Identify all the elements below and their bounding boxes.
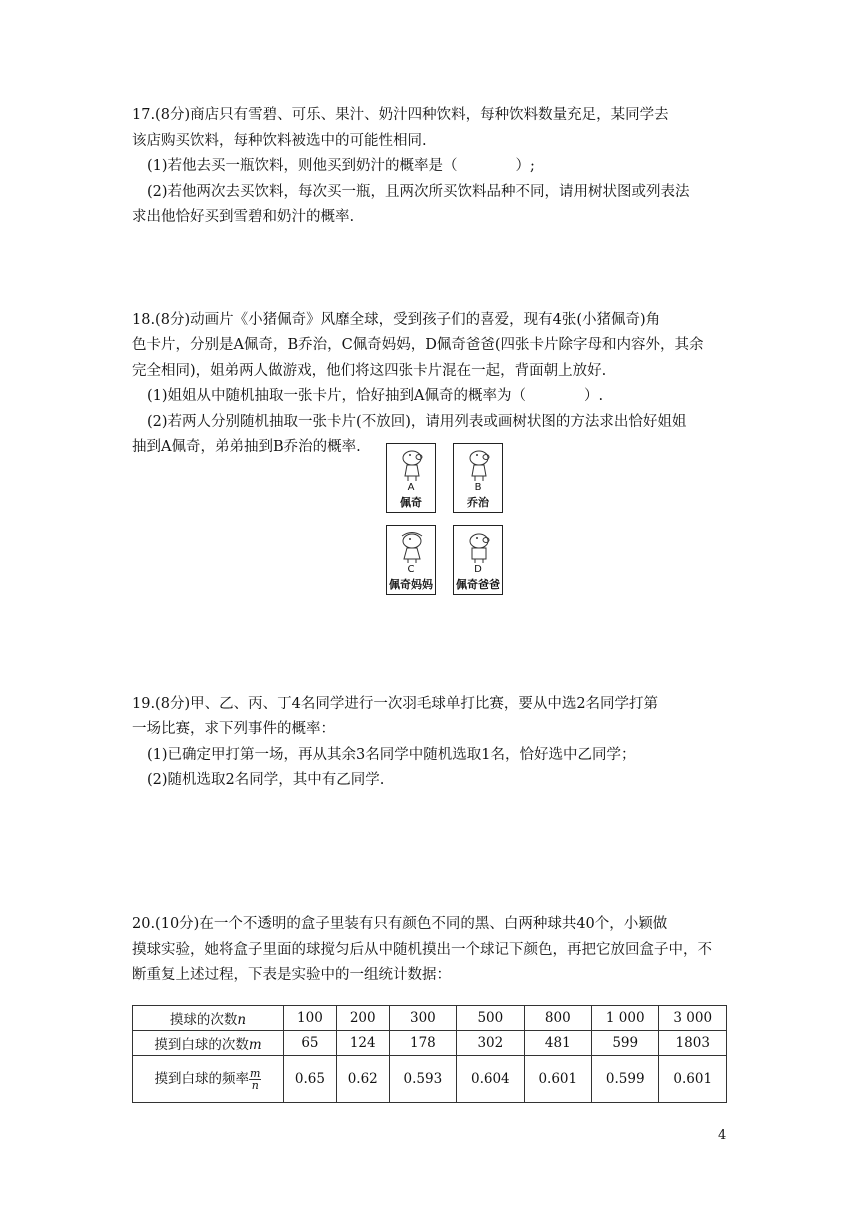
row-header: 摸到白球的次数m: [133, 1031, 284, 1056]
table-cell: 0.601: [524, 1056, 591, 1103]
card-a: [386, 443, 436, 513]
table-cell: 1803: [659, 1031, 727, 1056]
q19-stem-line1: 19.(8分)甲、乙、丙、丁4名同学进行一次羽毛球单打比赛，要从中选2名同学打第: [132, 696, 659, 712]
card-name: 佩奇: [400, 496, 422, 509]
q18-stem-line2: 色卡片，分别是A佩奇，B乔治，C佩奇妈妈，D佩奇爸爸(四张卡片除字母和内容外，其余: [132, 337, 704, 353]
q18-stem-line3: 完全相同)，姐弟两人做游戏，他们将这四张卡片混在一起，背面朝上放好.: [132, 363, 607, 379]
table-cell: 0.65: [284, 1056, 337, 1103]
table-cell: 599: [592, 1031, 659, 1056]
table-cell: 200: [336, 1006, 389, 1031]
card-c: [386, 525, 436, 595]
q17-part2-line2: 求出他恰好买到雪碧和奶汁的概率.: [132, 209, 355, 225]
q20-stem-line3: 断重复上述过程，下表是实验中的一组统计数据：: [132, 967, 451, 983]
table-row: [133, 1056, 727, 1103]
character-cards: [386, 443, 506, 599]
q18-part2-line2: 抽到A佩奇，弟弟抽到B乔治的概率.: [132, 439, 361, 455]
table-cell: 0.601: [659, 1056, 727, 1103]
pig-figure-icon: [464, 448, 494, 482]
q18-part1: (1)姐姐从中随机抽取一张卡片，恰好抽到A佩奇的概率为（ ）.: [147, 388, 604, 404]
table-cell: 500: [457, 1006, 524, 1031]
table-cell: 0.599: [592, 1056, 659, 1103]
table-cell: 302: [457, 1031, 524, 1056]
q17-stem-line2: 该店购买饮料，每种饮料被选中的可能性相同.: [132, 133, 427, 149]
q18-stem-line1: 18.(8分)动画片《小猪佩奇》风靡全球，受到孩子们的喜爱，现有4张(小猪佩奇)角: [132, 312, 661, 328]
q20-stem-line1: 20.(10分)在一个不透明的盒子里装有只有颜色不同的黑、白两种球共40个，小颖做: [132, 916, 668, 932]
card-letter: B: [474, 482, 482, 493]
pig-figure-icon: [397, 448, 427, 482]
table-cell: 0.604: [457, 1056, 524, 1103]
table-row: [133, 1031, 727, 1056]
card-b: [453, 443, 503, 513]
row-header: 摸到白球的频率 $\frac{m}{n}$: [133, 1056, 284, 1103]
pig-figure-icon: [464, 530, 494, 564]
q19-stem-line2: 一场比赛，求下列事件的概率：: [132, 721, 335, 737]
table-cell: 100: [284, 1006, 337, 1031]
table-cell: 3 000: [659, 1006, 727, 1031]
page-number: 4: [718, 1128, 727, 1143]
q20-stem-line2: 摸球实验，她将盒子里面的球搅匀后从中随机摸出一个球记下颜色，再把它放回盒子中，不: [132, 942, 712, 958]
card-d: [453, 525, 503, 595]
card-letter: A: [407, 482, 415, 493]
q17-stem-line1: 17.(8分)商店只有雪碧、可乐、果汁、奶汁四种饮料，每种饮料数量充足，某同学去: [132, 107, 669, 123]
q19-part2: (2)随机选取2名同学，其中有乙同学.: [147, 772, 385, 788]
table-cell: 0.593: [389, 1056, 456, 1103]
card-name: 佩奇爸爸: [456, 578, 500, 591]
table-cell: 178: [389, 1031, 456, 1056]
card-name: 乔治: [467, 496, 489, 509]
row-header: 摸球的次数n: [133, 1006, 284, 1031]
table-cell: 1 000: [592, 1006, 659, 1031]
table-cell: 300: [389, 1006, 456, 1031]
fraction-m-over-n: $\frac{m}{n}$: [250, 1067, 261, 1092]
table-cell: 800: [524, 1006, 591, 1031]
q17-part1: (1)若他去买一瓶饮料，则他买到奶汁的概率是（ ）;: [147, 158, 535, 174]
table-cell: 0.62: [336, 1056, 389, 1103]
table-cell: 481: [524, 1031, 591, 1056]
table-row: [133, 1006, 727, 1031]
experiment-table: [132, 1005, 727, 1103]
pig-figure-icon: [397, 530, 427, 564]
table-cell: 65: [284, 1031, 337, 1056]
card-name: 佩奇妈妈: [389, 578, 433, 591]
table-cell: 124: [336, 1031, 389, 1056]
q17-part2-line1: (2)若他两次去买饮料，每次买一瓶，且两次所买饮料品种不同，请用树状图或列表法: [147, 184, 690, 200]
card-letter: C: [407, 564, 415, 575]
card-letter: D: [474, 564, 482, 575]
q18-part2-line1: (2)若两人分别随机抽取一张卡片(不放回)，请用列表或画树状图的方法求出恰好姐姐: [147, 414, 687, 430]
q19-part1: (1)已确定甲打第一场，再从其余3名同学中随机选取1名，恰好选中乙同学；: [147, 747, 636, 763]
